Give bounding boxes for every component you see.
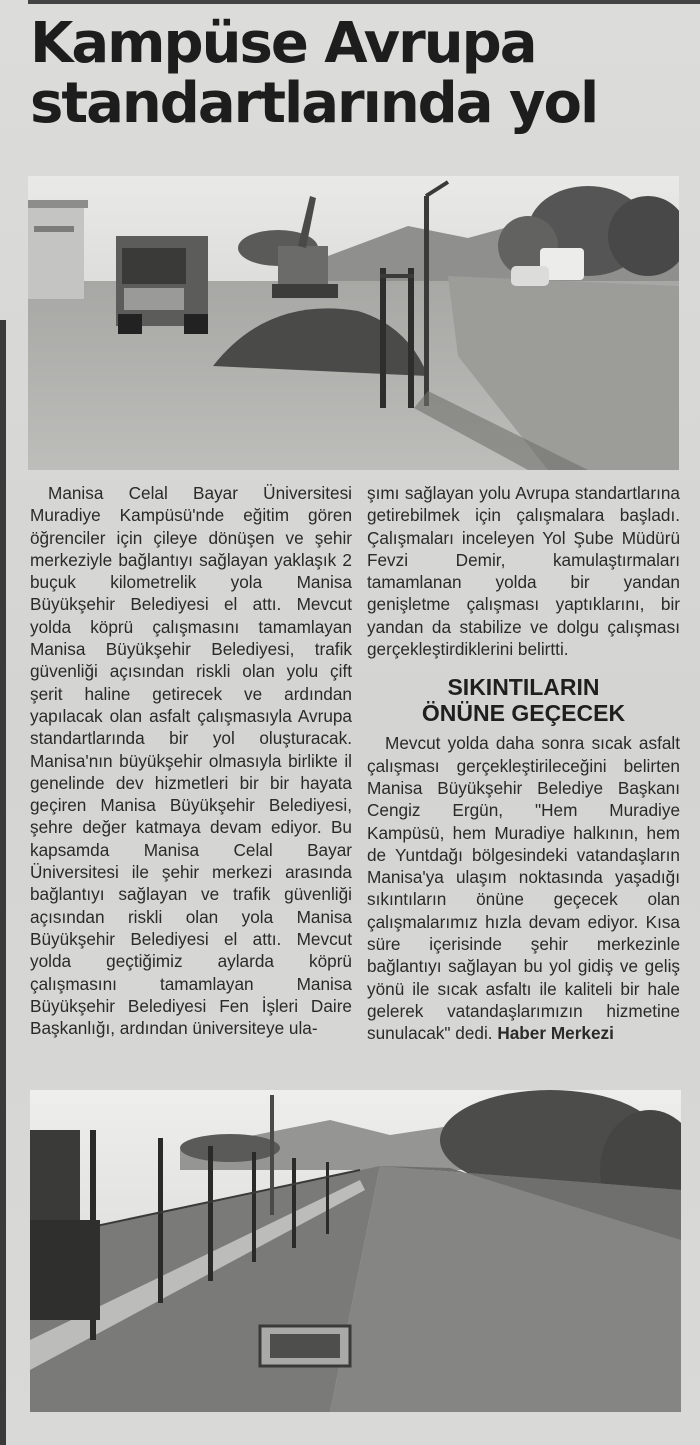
article-column-right (367, 482, 680, 1045)
road-construction-photo (28, 176, 679, 470)
article-column-left (30, 482, 352, 1039)
byline: Haber Merkezi (497, 1023, 614, 1044)
headline-line-1: Kampüse Avrupa (30, 11, 536, 76)
quote-paragraph: Mevcut yolda daha sonra sıcak asfalt çalışması gerçekleştirileceğini belirten Manisa Büyükşehir Belediye Başkanı Cengiz Ergün, "Hem Muradiye Kampüsü, hem Muradiye halkının, hem de Yuntdağı bölgesindeki vatandaşların Manisa'ya ulaşım noktasında yaşadığı sıkıntıların önüne geçecek olan çalışmalarımız hızla devam ediyor. Kısa süre içerisinde şehir merkezinle bağlantıyı sağlayan bu yol gidiş ve geliş yönü ile sıcak asfaltı ile kaliteli bir hale gelerek vatandaşlarımızın hizmetine sunulacak" dedi. (367, 733, 680, 1044)
page-edge-shadow (0, 320, 6, 1445)
article-paragraph (367, 732, 680, 1044)
subheading (367, 674, 680, 726)
road-construction-illustration (28, 176, 679, 470)
road-fence-illustration (30, 1090, 681, 1412)
article-paragraph: Manisa Celal Bayar Üniversitesi Muradiye Kampüsü'nde eğitim gören öğrenciler için çileye dönüşen ve şehir merkeziyle bağlantıyı sağlayan yaklaşık 2 buçuk kilometrelik yola Manisa Büyükşehir Belediyesi el attı. Mevcut yolda köprü çalışmasını tamamlayan Manisa Büyükşehir Belediyesi, trafik güvenliği açısından riskli olan yolu çift şerit haline getirecek ve ardından yapılacak olan asfalt çalışmasıyla Avrupa standartlarında bir yol oluşturacak. Manisa'nın büyükşehir olmasıyla birlikte il genelinde dev hizmetleri bir bir hayata geçiren Manisa Büyükşehir Belediyesi, şehre değer katmaya devam ediyor. Bu kapsamda Manisa Celal Bayar Üniversitesi ile şehir merkezi arasında bağlantıyı sağlayan ve trafik güvenliği açısından riskli olan yola Manisa Büyükşehir Belediyesi el attı. Mevcut yolda geçtiğimiz aylarda köprü çalışmasını tamamlayan Manisa Büyükşehir Belediyesi Fen İşleri Daire Başkanlığı, ardından üniversiteye ula- (30, 483, 352, 1039)
headline-line-2: standartlarında yol (30, 71, 598, 136)
subheading-line-1: SIKINTILARIN (447, 674, 600, 701)
road-fence-photo (30, 1090, 681, 1412)
article-paragraph: şımı sağlayan yolu Avrupa standartlarına getirebilmek için çalışmalara başladı. Çalışmaları inceleyen Yol Şube Müdürü Fevzi Demir, kamulaştırmaları tamamlanan yolda bir yandan genişletme çalışması yaptıklarını, bir yandan da stabilize ve dolgu çalışması gerçekleştirdiklerini belirtti. (367, 483, 680, 660)
subheading-line-2: ÖNÜNE GEÇECEK (421, 700, 626, 727)
top-rule (28, 0, 700, 4)
headline (30, 11, 670, 136)
